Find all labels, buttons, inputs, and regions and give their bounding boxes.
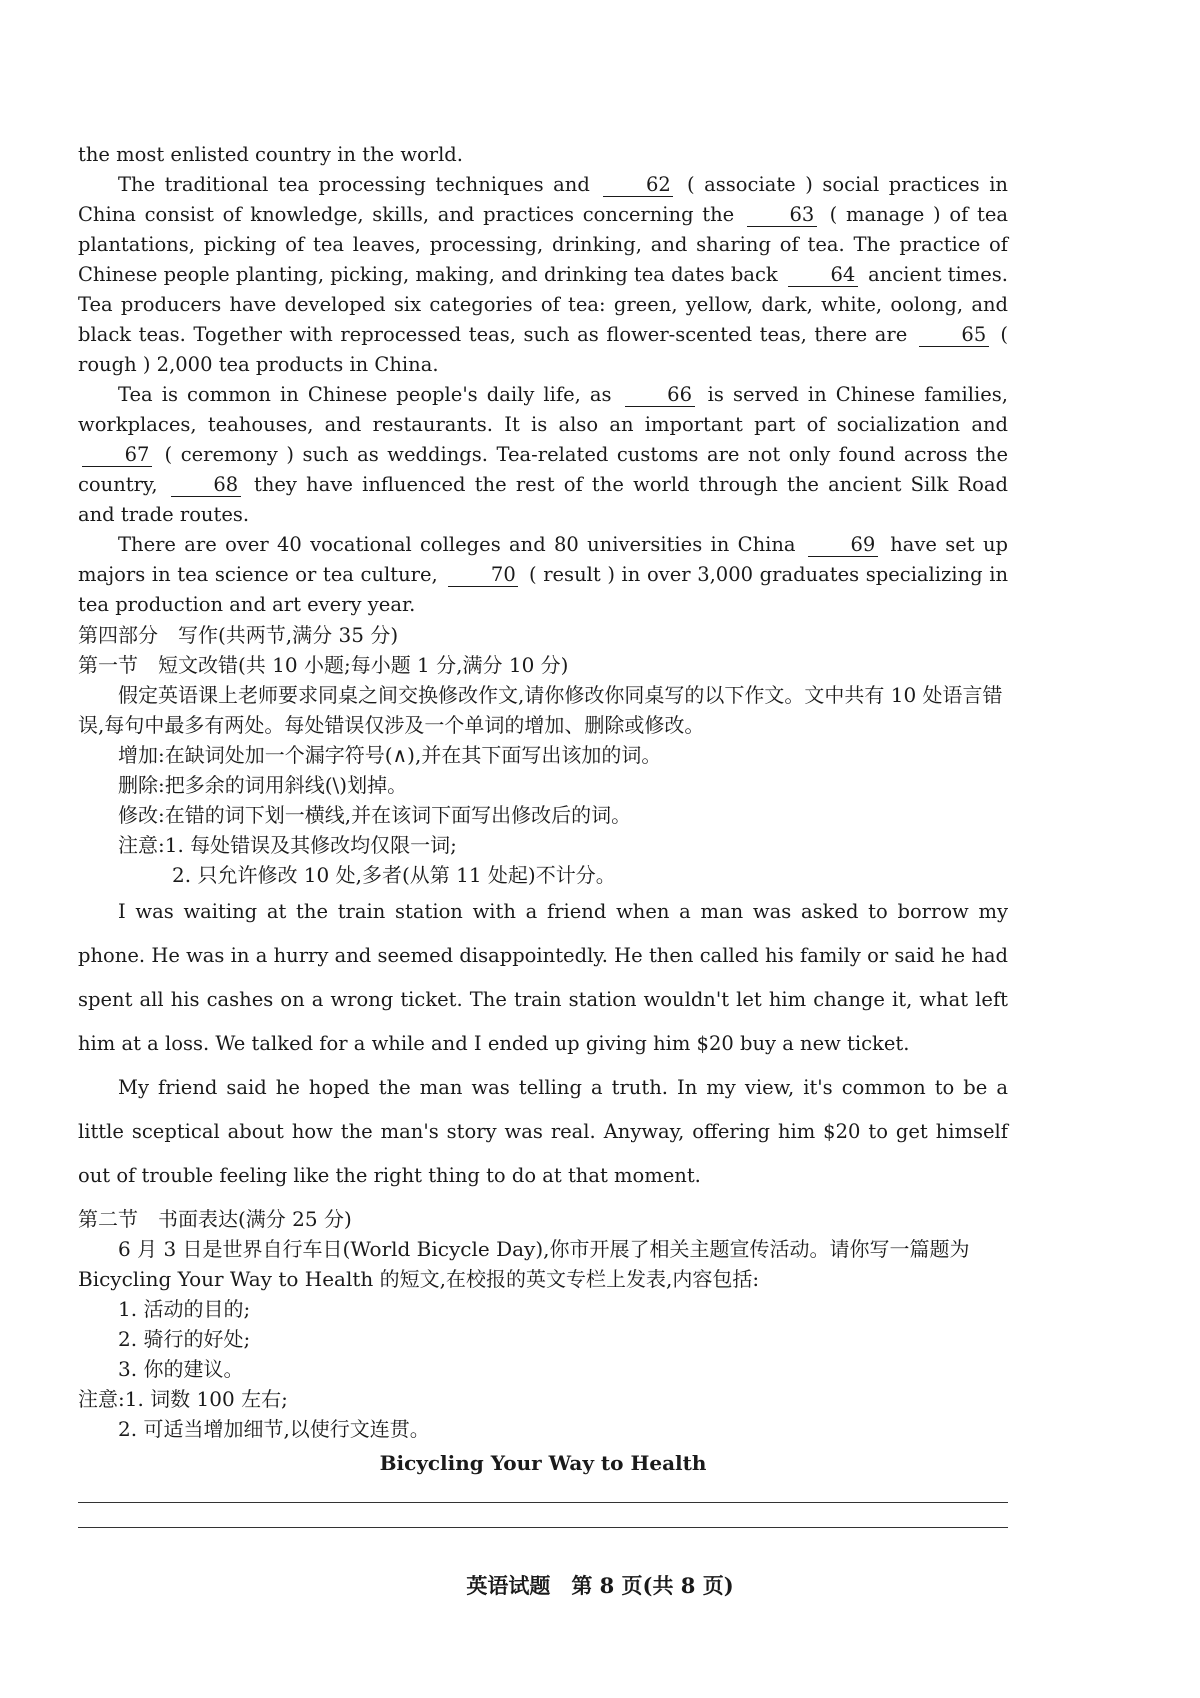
part4-title: 第四部分 写作(共两节,满分 35 分) <box>78 623 399 647</box>
writing-prompt: 6 月 3 日是世界自行车日(World Bicycle Day),你市开展了相关主题宣传活动。请你写一篇题为 Bicycling Your Way to Health 的短文,在校报的英文专栏上发表,内容包括: <box>78 1237 970 1291</box>
blank-68[interactable]: 68 <box>171 474 241 497</box>
blank-65[interactable]: 65 <box>919 324 989 347</box>
blank-63[interactable]: 63 <box>747 204 817 227</box>
rule-modify: 修改:在错的词下划一横线,并在该词下面写出修改后的词。 <box>118 803 632 827</box>
rule-delete: 删除:把多余的词用斜线(\)划掉。 <box>118 773 408 797</box>
rule-add: 增加:在缺词处加一个漏字符号(∧),并在其下面写出该加的词。 <box>118 743 662 767</box>
blank-67[interactable]: 67 <box>82 444 152 467</box>
exam-page <box>78 140 1008 1528</box>
writing-item-2: 2. 骑行的好处; <box>118 1327 251 1351</box>
blank-70[interactable]: 70 <box>448 564 518 587</box>
writing-item-3: 3. 你的建议。 <box>118 1357 244 1381</box>
writing-item-1: 1. 活动的目的; <box>118 1297 251 1321</box>
answer-line[interactable] <box>78 1478 1008 1503</box>
reading-paragraph-2: Tea is common in Chinese people's daily life, as 66 is served in Chinese families, workplaces, teahouses, and restaurants. It is also an important part of socialization and 67 ( ceremony ) such as weddings. Tea-related customs are not only found across the country, 68 they have influenced the rest of the world through the ancient Silk Road and trade routes. <box>78 383 1009 526</box>
essay-title: Bicycling Your Way to Health <box>379 1451 707 1475</box>
writing-note-2: 2. 可适当增加细节,以使行文连贯。 <box>118 1417 430 1441</box>
reading-paragraph-1: The traditional tea processing techniques and 62 ( associate ) social practices in China consist of knowledge, skills, and practices concerning the 63 ( manage ) of tea plantations, picking of tea leaves, processing, drinking, and sharing of tea. The practice of Chinese people planting, picking, making, and drinking tea dates back 64 ancient times. Tea producers have developed six categories of tea: green, yellow, dark, white, oolong, and black teas. Together with reprocessed teas, such as flower-scented teas, there are 65 ( rough ) 2,000 tea products in China. <box>78 173 1008 376</box>
reading-paragraph-3: There are over 40 vocational colleges and 80 universities in China 69 have set up majors in tea science or tea culture, 70 ( result ) in over 3,000 graduates specializing in tea production and art every year. <box>78 533 1008 616</box>
blank-69[interactable]: 69 <box>808 534 878 557</box>
note-2: 2. 只允许修改 10 处,多者(从第 11 处起)不计分。 <box>172 863 616 887</box>
blank-64[interactable]: 64 <box>788 264 858 287</box>
blank-62[interactable]: 62 <box>603 174 673 197</box>
correction-passage-1[interactable]: I was waiting at the train station with a friend when a man was asked to borrow my phone. He was in a hurry and seemed disappointedly. He then called his family or said he had spent all his cashes on a wrong ticket. The train station wouldn't let him change it, what left him at a loss. We talked for a while and I ended up giving him $20 buy a new ticket. <box>78 900 1008 1055</box>
note-1: 注意:1. 每处错误及其修改均仅限一词; <box>118 833 457 857</box>
reading-line-0: the most enlisted country in the world. <box>78 143 463 166</box>
writing-note-1: 注意:1. 词数 100 左右; <box>78 1387 288 1411</box>
answer-line[interactable] <box>78 1503 1008 1528</box>
page-footer: 英语试题 第 8 页(共 8 页) <box>466 1573 734 1598</box>
section2-title: 第二节 书面表达(满分 25 分) <box>78 1207 352 1231</box>
correction-passage-2[interactable]: My friend said he hoped the man was telling a truth. In my view, it's common to be a little sceptical about how the man's story was real. Anyway, offering him $20 to get himself out of trouble feeling like the right thing to do at that moment. <box>78 1076 1008 1187</box>
blank-66[interactable]: 66 <box>625 384 695 407</box>
section1-title: 第一节 短文改错(共 10 小题;每小题 1 分,满分 10 分) <box>78 653 569 677</box>
section1-instruction: 假定英语课上老师要求同桌之间交换修改作文,请你修改你同桌写的以下作文。文中共有 10 处语言错误,每句中最多有两处。每处错误仅涉及一个单词的增加、删除或修改。 <box>78 683 1003 737</box>
